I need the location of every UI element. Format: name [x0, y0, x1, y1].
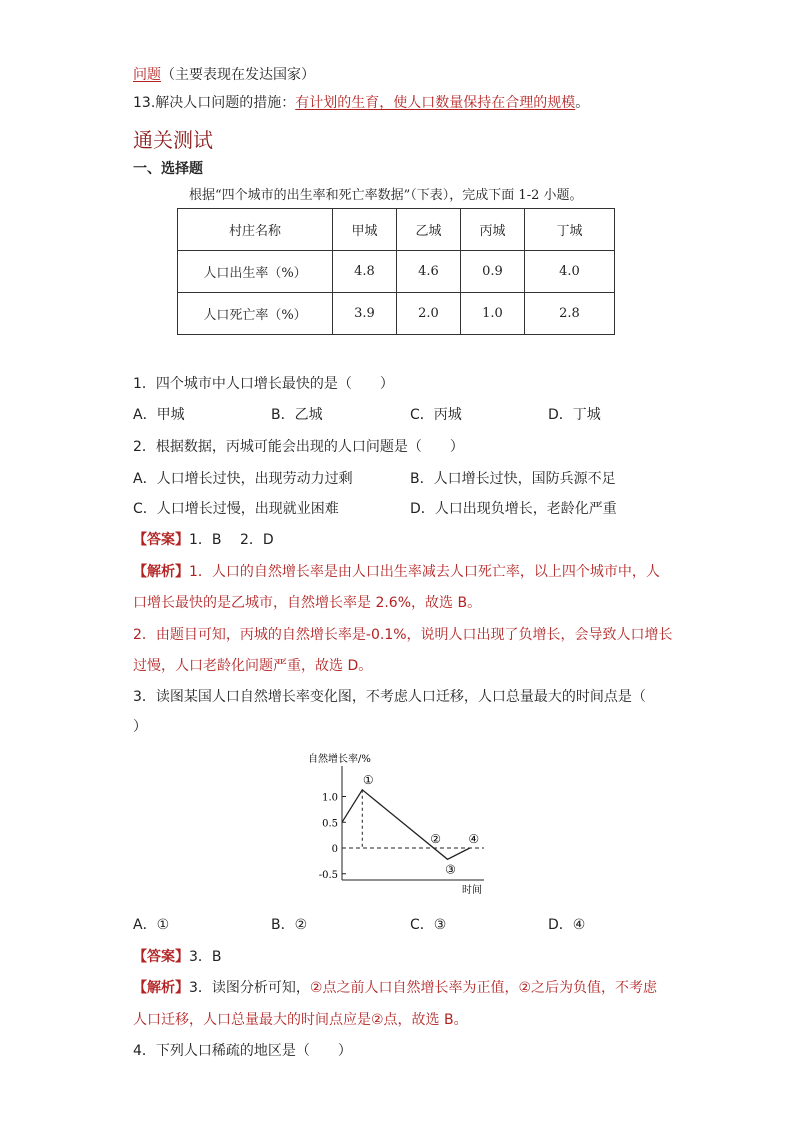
table-cell: 3.9	[333, 293, 397, 335]
growth-rate-line	[342, 790, 470, 860]
table-cell: 4.6	[397, 251, 461, 293]
y-tick-label: 1.0	[322, 792, 338, 804]
explanation-12-line4: 过慢，人口老龄化问题严重，故选 D。	[133, 658, 373, 674]
q2-option-d[interactable]: D．人口出现负增长，老龄化严重	[410, 501, 617, 517]
header-cell: 乙城	[397, 209, 461, 251]
explanation-part: 3．读图分析可知，	[189, 980, 310, 996]
table-cell: 0.9	[461, 251, 525, 293]
q1-stem: 1．四个城市中人口增长最快的是（ ）	[133, 376, 394, 392]
answer-3	[133, 946, 222, 966]
q2-option-c[interactable]: C．人口增长过慢，出现就业困难	[133, 501, 339, 517]
explanation-12-line2: 口增长最快的是乙城市，自然增长率是 2.6%，故选 B。	[133, 595, 482, 611]
q2-stem: 2．根据数据，丙城可能会出现的人口问题是（ ）	[133, 439, 464, 455]
q3-option-b[interactable]: B．②	[271, 917, 308, 933]
city-data-table	[177, 208, 615, 335]
table-cell: 4.8	[333, 251, 397, 293]
table-row	[178, 293, 615, 335]
header-cell: 丙城	[461, 209, 525, 251]
line-problem	[133, 64, 315, 84]
line-measures	[133, 92, 589, 112]
table-cell: 4.0	[525, 251, 615, 293]
q3-option-c[interactable]: C．③	[410, 917, 447, 933]
measures-answer: 有计划的生育，使人口数量保持在合理的规模	[295, 95, 576, 111]
explanation-part: ②之后为负值，不考虑	[518, 980, 658, 996]
header-cell: 甲城	[333, 209, 397, 251]
y-tick-label: 0	[331, 844, 338, 855]
part-title: 一、选择题	[133, 161, 203, 177]
measures-end: 。	[575, 95, 590, 111]
point-label: ②	[430, 832, 441, 846]
explanation-text: 1．人口的自然增长率是由人口出生率减去人口死亡率，以上四个城市中，人	[189, 564, 660, 580]
answer-text: 1．B 2．D	[189, 532, 274, 548]
q1-option-a[interactable]: A．甲城	[133, 407, 185, 423]
q3-stem-line1: 3．读图某国人口自然增长率变化图，不考虑人口迁移，人口总量最大的时间点是（	[133, 689, 646, 705]
q3-stem-line2: ）	[133, 719, 147, 735]
table-cell: 人口出生率（%）	[178, 251, 333, 293]
point-label: ①	[362, 772, 374, 787]
table-row	[178, 251, 615, 293]
q1-option-c[interactable]: C．丙城	[410, 407, 462, 423]
explanation-3-line1	[133, 977, 657, 997]
q1-option-b[interactable]: B．乙城	[271, 407, 323, 423]
answer-text: 3．B	[189, 949, 222, 965]
header-cell: 村庄名称	[178, 209, 333, 251]
answer-label: 【答案】	[133, 532, 189, 548]
y-tick-label: -0.5	[318, 869, 338, 881]
answer-12	[133, 529, 274, 549]
problem-word: 问题	[133, 67, 161, 83]
answer-label: 【答案】	[133, 949, 189, 965]
y-tick-label: 0.5	[322, 818, 338, 830]
measures-prefix: 13.解决人口问题的措施：	[133, 95, 296, 111]
explanation-label: 【解析】	[133, 980, 189, 996]
header-cell: 丁城	[525, 209, 615, 251]
problem-note: （主要表现在发达国家）	[161, 67, 315, 83]
explanation-3-line2: 人口迁移，人口总量最大的时间点应是②点，故选 B。	[133, 1012, 468, 1028]
q2-option-b[interactable]: B．人口增长过快，国防兵源不足	[410, 471, 616, 487]
y-axis-label: 自然增长率/%	[308, 754, 371, 765]
q3-option-d[interactable]: D．④	[548, 917, 586, 933]
explanation-12-line1	[133, 561, 660, 581]
table-cell: 2.8	[525, 293, 615, 335]
x-axis-label: 时间	[462, 885, 482, 896]
table-header-row	[178, 209, 615, 251]
explanation-12-line3: 2．由题目可知，丙城的自然增长率是-0.1%，说明人口出现了负增长，会导致人口增长	[133, 627, 673, 643]
q4-stem: 4．下列人口稀疏的地区是（ ）	[133, 1043, 352, 1059]
table-cell: 人口死亡率（%）	[178, 293, 333, 335]
table-cell: 2.0	[397, 293, 461, 335]
chart-marks	[342, 773, 484, 877]
section-title: 通关测试	[133, 128, 213, 152]
table-cell: 1.0	[461, 293, 525, 335]
table-intro: 根据“四个城市的出生率和死亡率数据”（下表），完成下面 1-2 小题。	[189, 188, 583, 203]
q3-option-a[interactable]: A．①	[133, 917, 170, 933]
point-label: ④	[468, 832, 480, 846]
explanation-label: 【解析】	[133, 564, 189, 580]
explanation-part: ②点之前人口自然增长率为正值，	[309, 980, 519, 996]
point-label: ③	[445, 862, 456, 877]
q2-option-a[interactable]: A．人口增长过快，出现劳动力过剩	[133, 471, 353, 487]
q1-option-d[interactable]: D．丁城	[548, 407, 601, 423]
growth-rate-chart	[300, 748, 500, 900]
